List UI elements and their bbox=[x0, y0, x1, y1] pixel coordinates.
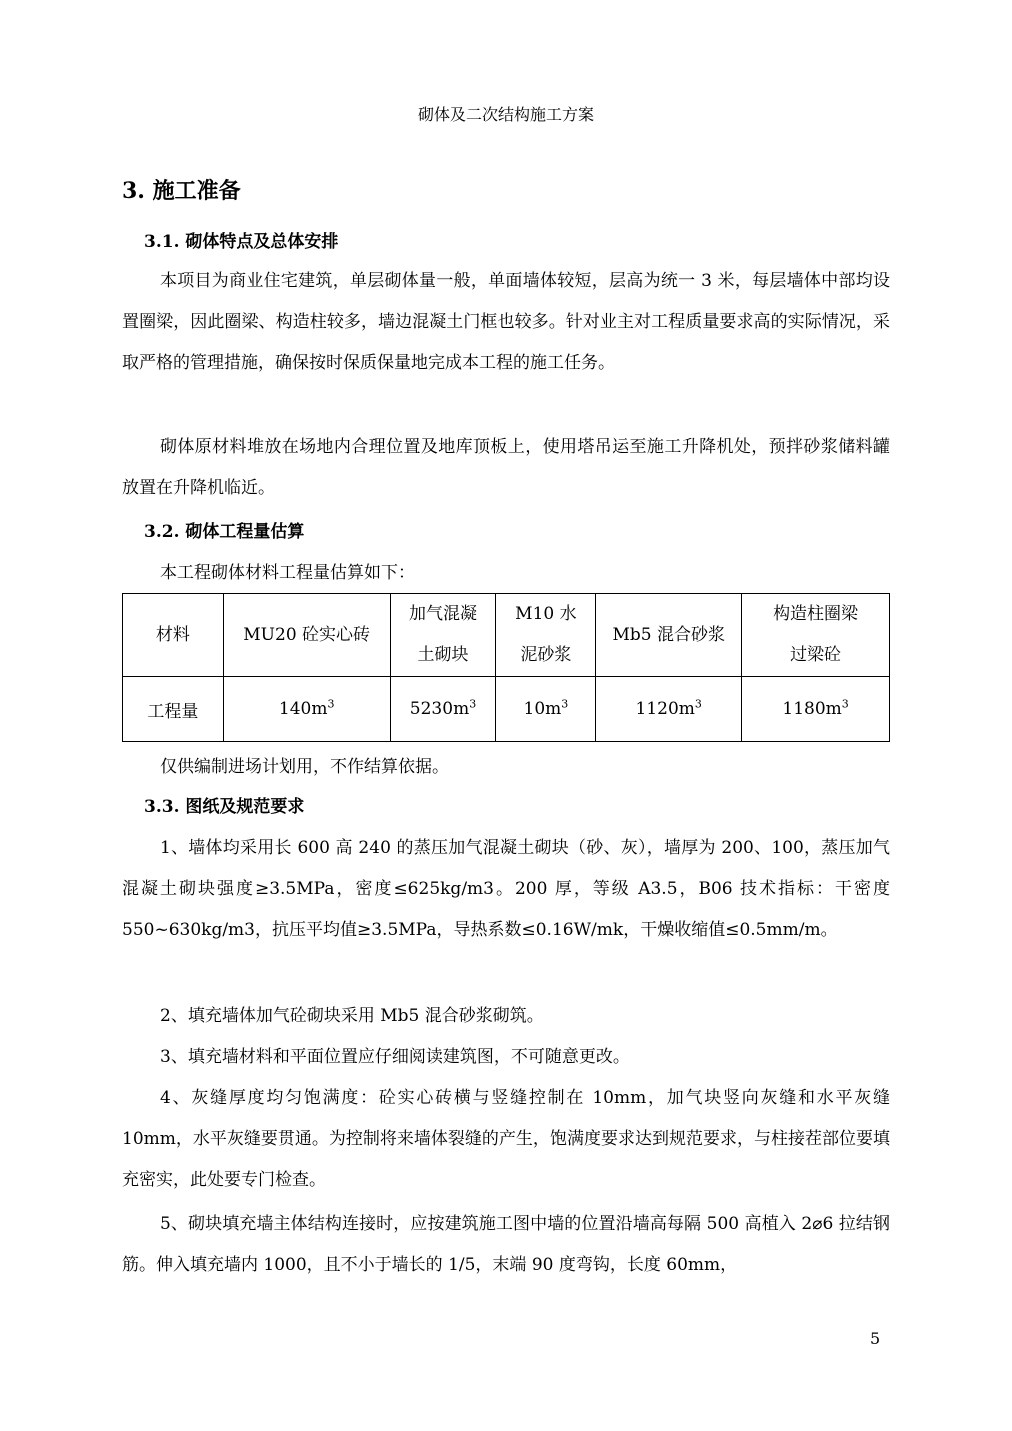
header-cell: Mb5 混合砂浆 bbox=[596, 594, 742, 677]
table-cell: $5230m^3$ bbox=[390, 677, 496, 742]
row-label-quantity: 工程量 bbox=[123, 677, 224, 742]
paragraph-material-storage: 砌体原材料堆放在场地内合理位置及地库顶板上，使用塔吊运至施工升降机处，预拌砂浆储料罐放置在升降机临近。 bbox=[122, 437, 890, 498]
table-cell: $10m^3$ bbox=[496, 677, 596, 742]
table-data-row bbox=[123, 677, 890, 742]
page-number: 5 bbox=[870, 1329, 881, 1348]
subsection-heading-3-3: 3.3. 图纸及规范要求 bbox=[144, 797, 305, 817]
table-cell: $1180m^3$ bbox=[742, 677, 890, 742]
table-cell: $140m^3$ bbox=[223, 677, 390, 742]
requirement-item-5: 5、砌块填充墙主体结构连接时，应按建筑施工图中墙的位置沿墙高每隔 500 高植入 2⌀6 拉结钢筋。伸入填充墙内 1000，且不小于墙长的 1/5，末端 90 度弯钩，长度 60mm， bbox=[122, 1214, 890, 1275]
table-intro: 本工程砌体材料工程量估算如下： bbox=[160, 563, 415, 583]
table-header-row bbox=[123, 594, 890, 677]
section-heading: 3. 施工准备 bbox=[122, 178, 241, 204]
requirement-item-2: 2、填充墙体加气砼砌块采用 Mb5 混合砂浆砌筑。 bbox=[160, 1006, 544, 1026]
paragraph-project-overview: 本项目为商业住宅建筑，单层砌体量一般，单面墙体较短，层高为统一 3 米，每层墙体中部均设置圈梁，因此圈梁、构造柱较多，墙边混凝土门框也较多。针对业主对工程质量要求高的实际情况，采取严格的管理措施，确保按时保质保量地完成本工程的施工任务。 bbox=[122, 271, 890, 373]
header-cell: MU20 砼实心砖 bbox=[223, 594, 390, 677]
subsection-heading-3-2: 3.2. 砌体工程量估算 bbox=[144, 522, 305, 542]
requirement-item-3: 3、填充墙材料和平面位置应仔细阅读建筑图，不可随意更改。 bbox=[160, 1047, 630, 1067]
header-cell-material: 材料 bbox=[123, 594, 224, 677]
header-cell: 构造柱圈梁 过梁砼 bbox=[742, 594, 890, 677]
requirement-item-4: 4、灰缝厚度均匀饱满度：砼实心砖横与竖缝控制在 10mm，加气块竖向灰缝和水平灰缝 10mm，水平灰缝要贯通。为控制将来墙体裂缝的产生，饱满度要求达到规范要求，与柱接茬部位要填充密实，此处要专门检查。 bbox=[122, 1088, 890, 1190]
header-cell: 加气混凝 土砌块 bbox=[390, 594, 496, 677]
subsection-heading-3-1: 3.1. 砌体特点及总体安排 bbox=[144, 232, 339, 252]
quantity-table bbox=[122, 593, 890, 742]
requirement-item-1: 1、墙体均采用长 600 高 240 的蒸压加气混凝土砌块（砂、灰），墙厚为 200、100，蒸压加气混凝土砌块强度≥3.5MPa，密度≤625kg/m3。200 厚，等级 A3.5，B06 技术指标：干密度 550~630kg/m3，抗压平均值≥3.5MPa，导热系数≤0.16W/mk，干燥收缩值≤0.5mm/m。 bbox=[122, 838, 890, 940]
table-cell: $1120m^3$ bbox=[596, 677, 742, 742]
table-note: 仅供编制进场计划用，不作结算依据。 bbox=[160, 757, 449, 777]
running-header: 砌体及二次结构施工方案 bbox=[417, 105, 594, 124]
header-cell: M10 水 泥砂浆 bbox=[496, 594, 596, 677]
